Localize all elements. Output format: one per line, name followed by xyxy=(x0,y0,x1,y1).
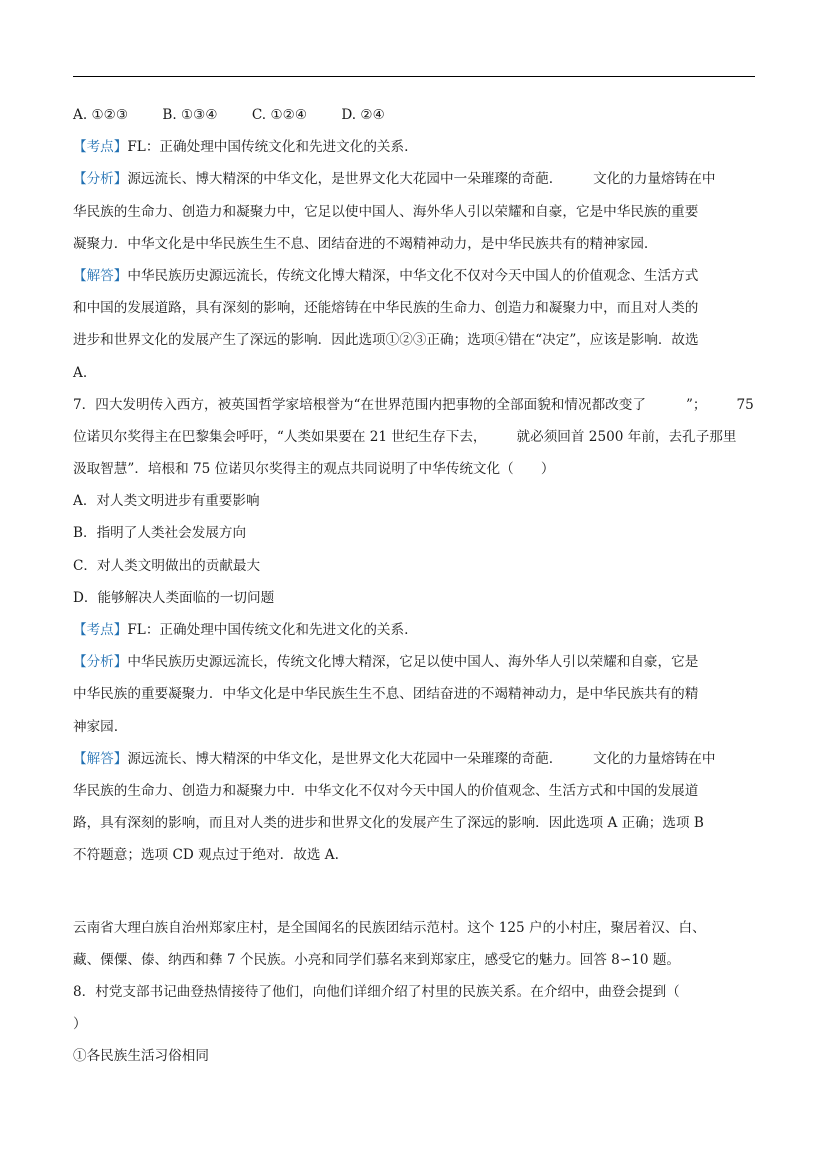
header-rule xyxy=(73,76,755,77)
q7-stem-text: 位诺贝尔奖得主在巴黎集会呼吁，“人类如果要在 21 世纪生存下去， xyxy=(73,428,487,445)
kaodian-text: FL：正确处理中国传统文化和先进文化的关系. xyxy=(127,139,409,156)
kaodian-text: FL：正确处理中国传统文化和先进文化的关系. xyxy=(127,622,409,638)
q6-option-b: B. ①③④ xyxy=(162,107,218,123)
q7-fenxi-line-2: 中华民族的重要凝聚力．中华文化是中华民族生生不息、团结奋进的不竭精神动力，是中华民族共有的精 xyxy=(73,686,699,703)
q7-stem-text: ”； xyxy=(685,396,707,413)
q6-options xyxy=(73,99,755,131)
jieda-text: 源远流长、博大精深的中华文化，是世界文化大花园中一朵璀璨的奇葩. xyxy=(127,750,554,767)
material-line-2: 藏、傈僳、傣、纳西和彝 7 个民族。小亮和同学们慕名来到郑家庄，感受它的魅力。回答 8∽10 题。 xyxy=(73,951,681,968)
q7-option-c: C．对人类文明做出的贡献最大 xyxy=(73,557,261,574)
q7-jieda-line-4: 不符题意；选项 CD 观点过于绝对．故选 A. xyxy=(73,847,339,864)
q6-option-a: A. ①②③ xyxy=(73,107,129,123)
q7-stem-text: 75 xyxy=(736,396,754,413)
kaodian-tag: 【考点】 xyxy=(73,622,128,638)
fenxi-tag: 【分析】 xyxy=(73,171,128,188)
q6-kaodian xyxy=(73,131,755,163)
fenxi-text: 中华民族历史源远流长，传统文化博大精深，它足以使中国人、海外华人引以荣耀和自豪，它是 xyxy=(127,654,699,671)
jieda-text: 文化的力量熔铸在中 xyxy=(593,750,716,767)
q6-jieda-line-4: A. xyxy=(73,364,88,381)
q7-fenxi-line-1 xyxy=(73,646,755,678)
q7-stem-line-2 xyxy=(73,421,755,453)
q6-fenxi-line-2: 华民族的生命力、创造力和凝聚力中，它足以使中国人、海外华人引以荣耀和自豪，它是中华民族的重要 xyxy=(73,203,699,220)
q7-stem-text: 7．四大发明传入西方，被英国哲学家培根誉为“在世界范围内把事物的全部面貌和情况都改变了 xyxy=(73,396,646,413)
page-content xyxy=(73,99,755,1072)
q6-fenxi-line-3: 凝聚力．中华文化是中华民族生生不息、团结奋进的不竭精神动力，是中华民族共有的精神家园. xyxy=(73,235,649,252)
fenxi-text: 源远流长、博大精深的中华文化，是世界文化大花园中一朵璀璨的奇葩. xyxy=(127,171,554,188)
q8-stem-line-1: 8．村党支部书记曲登热情接待了他们，向他们详细介绍了村里的民族关系。在介绍中，曲登会提到（ xyxy=(73,983,680,1000)
fenxi-tag: 【分析】 xyxy=(73,654,128,671)
q6-jieda-line-2: 和中国的发展道路，具有深刻的影响，还能熔铸在中华民族的生命力、创造力和凝聚力中，而且对人类的 xyxy=(73,300,699,317)
q7-kaodian xyxy=(73,614,755,646)
jieda-tag: 【解答】 xyxy=(73,750,128,767)
kaodian-tag: 【考点】 xyxy=(73,139,128,156)
jieda-tag: 【解答】 xyxy=(73,267,128,284)
jieda-text: 中华民族历史源远流长，传统文化博大精深，中华文化不仅对今天中国人的价值观念、生活方式 xyxy=(127,267,699,284)
q8-item-1: ①各民族生活习俗相同 xyxy=(73,1048,209,1065)
q7-jieda-line-1 xyxy=(73,743,755,775)
q6-option-c: C. ①②④ xyxy=(251,107,308,123)
q7-fenxi-line-3: 神家园. xyxy=(73,718,119,735)
q6-option-d: D. ②④ xyxy=(341,107,385,123)
q6-jieda-line-1 xyxy=(73,260,755,292)
q7-stem-line-1 xyxy=(73,389,755,421)
q7-stem-text: 就必须回首 2500 年前，去孔子那里 xyxy=(516,428,737,445)
fenxi-text: 文化的力量熔铸在中 xyxy=(593,171,716,188)
q7-jieda-line-3: 路，具有深刻的影响，而且对人类的进步和世界文化的发展产生了深远的影响．因此选项 A 正确；选项 B xyxy=(73,815,704,832)
q7-option-d: D．能够解决人类面临的一切问题 xyxy=(73,589,275,606)
q7-stem-line-3: 汲取智慧”．培根和 75 位诺贝尔奖得主的观点共同说明了中华传统文化（ ） xyxy=(73,461,555,478)
q7-option-b: B．指明了人类社会发展方向 xyxy=(73,525,247,542)
q6-jieda-line-3: 进步和世界文化的发展产生了深远的影响．因此选项①②③正确；选项④错在“决定”，应该是影响．故选 xyxy=(73,332,699,349)
q7-jieda-line-2: 华民族的生命力、创造力和凝聚力中．中华文化不仅对今天中国人的价值观念、生活方式和中国的发展道 xyxy=(73,782,699,799)
material-line-1: 云南省大理白族自治州郑家庄村，是全国闻名的民族团结示范村。这个 125 户的小村庄，聚居着汉、白、 xyxy=(73,919,706,936)
q8-stem-line-2: ） xyxy=(73,1016,87,1033)
q6-fenxi-line-1 xyxy=(73,163,755,195)
q7-option-a: A．对人类文明进步有重要影响 xyxy=(73,493,260,510)
